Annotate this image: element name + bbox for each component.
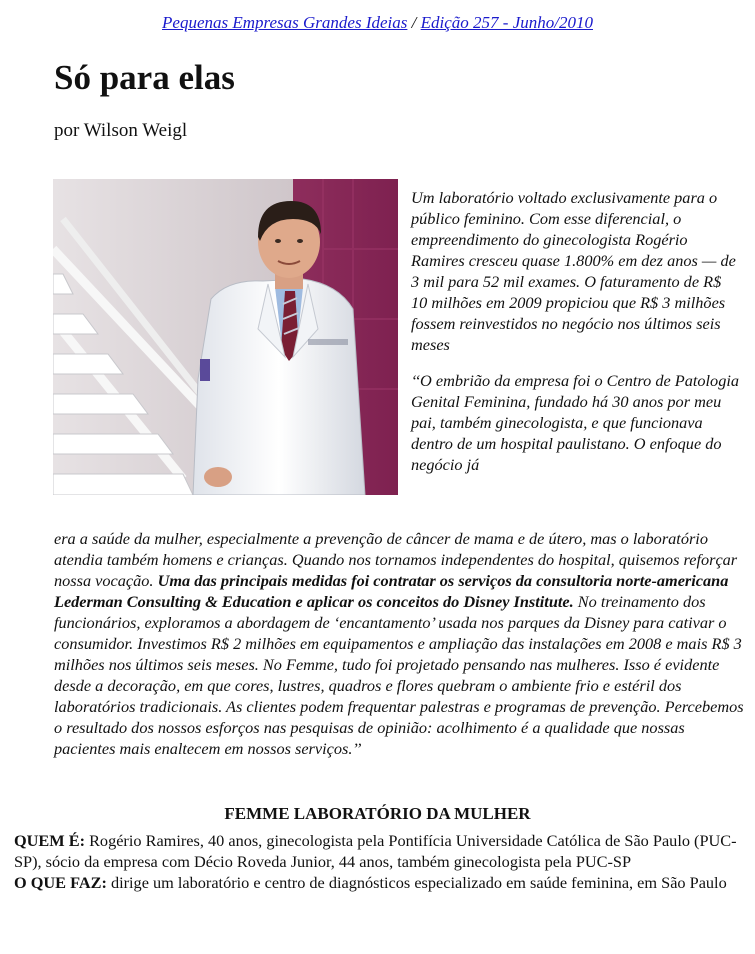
- company-heading: FEMME LABORATÓRIO DA MULHER: [224, 804, 531, 823]
- portrait-photo: [53, 179, 398, 495]
- header-separator: /: [407, 13, 421, 32]
- fact-what-text: dirige um laboratório e centro de diagnósticos especializado em saúde feminina, em São Paulo: [106, 873, 727, 892]
- fact-who: [14, 830, 744, 872]
- article-lead: Um laboratório voltado exclusivamente para o público feminino. Com esse diferencial, o empreendimento do ginecologista Rogério Ramires cresceu quase 1.800% em dez anos — de 3 mil para 52 mil exames. O faturamento de R$ 10 milhões em 2009 propiciou que R$ 3 milhões fossem reinvestidos no negócio nos últimos seis meses: [411, 188, 736, 354]
- fact-what-label: O QUE FAZ:: [14, 873, 107, 892]
- quote-text-2: No treinamento dos funcionários, exploramos a abordagem de ‘encantamento’ usada nos parques da Disney para cativar o consumidor. Investimos R$ 2 milhões em equipamentos e ampliação das instalações em 2008 e mais R$ 3 milhões nos últimos seis meses. No Femme, tudo foi projetado pensando nas mulheres. Isso é evidente desde a decoração, em que cores, lustres, quadros e flores quebram o ambiente frio e estéril dos laboratórios tradicionais. As clientes podem frequentar palestras e programas de prevenção. Percebemos o resultado dos nossos esforços nas pesquisas de opinião: acolhimento é a qualidade que nossas pacientes mais enaltecem em nossos serviços.’’: [54, 592, 744, 758]
- article-byline: por Wilson Weigl: [54, 120, 188, 141]
- publication-header: [0, 13, 755, 33]
- quote-highlight: Uma das principais medidas foi contratar os serviços da consultoria norte-americana Lederman Consulting & Education e aplicar os conceitos do Disney Institute.: [54, 571, 729, 611]
- quote-body: [54, 528, 744, 759]
- company-facts: [14, 830, 744, 893]
- quote-side-text: ‘‘O embrião da empresa foi o Centro de Patologia Genital Feminina, fundado há 30 anos por meu pai, também ginecologista, e que funcionava dentro de um hospital paulistano. O enfoque do negócio já: [411, 371, 740, 474]
- article-title: Só para elas: [54, 58, 235, 97]
- fact-who-text: Rogério Ramires, 40 anos, ginecologista pela Pontifícia Universidade Católica de São Paulo (PUC-SP), sócio da empresa com Décio Roveda Junior, 44 anos, também ginecologista pela PUC-SP: [14, 831, 737, 871]
- fact-who-label: QUEM É:: [14, 831, 85, 850]
- lead-column: [411, 187, 741, 490]
- magazine-link[interactable]: Pequenas Empresas Grandes Ideias: [162, 13, 408, 32]
- quote-text-1: era a saúde da mulher, especialmente a prevenção de câncer de mama e de útero, mas o laboratório atendia também homens e crianças. Quando nos tornamos independentes do hospital, quisemos reforçar nossa vocação.: [54, 529, 738, 590]
- edition-link[interactable]: Edição 257 - Junho/2010: [420, 13, 593, 32]
- fact-what: [14, 872, 744, 893]
